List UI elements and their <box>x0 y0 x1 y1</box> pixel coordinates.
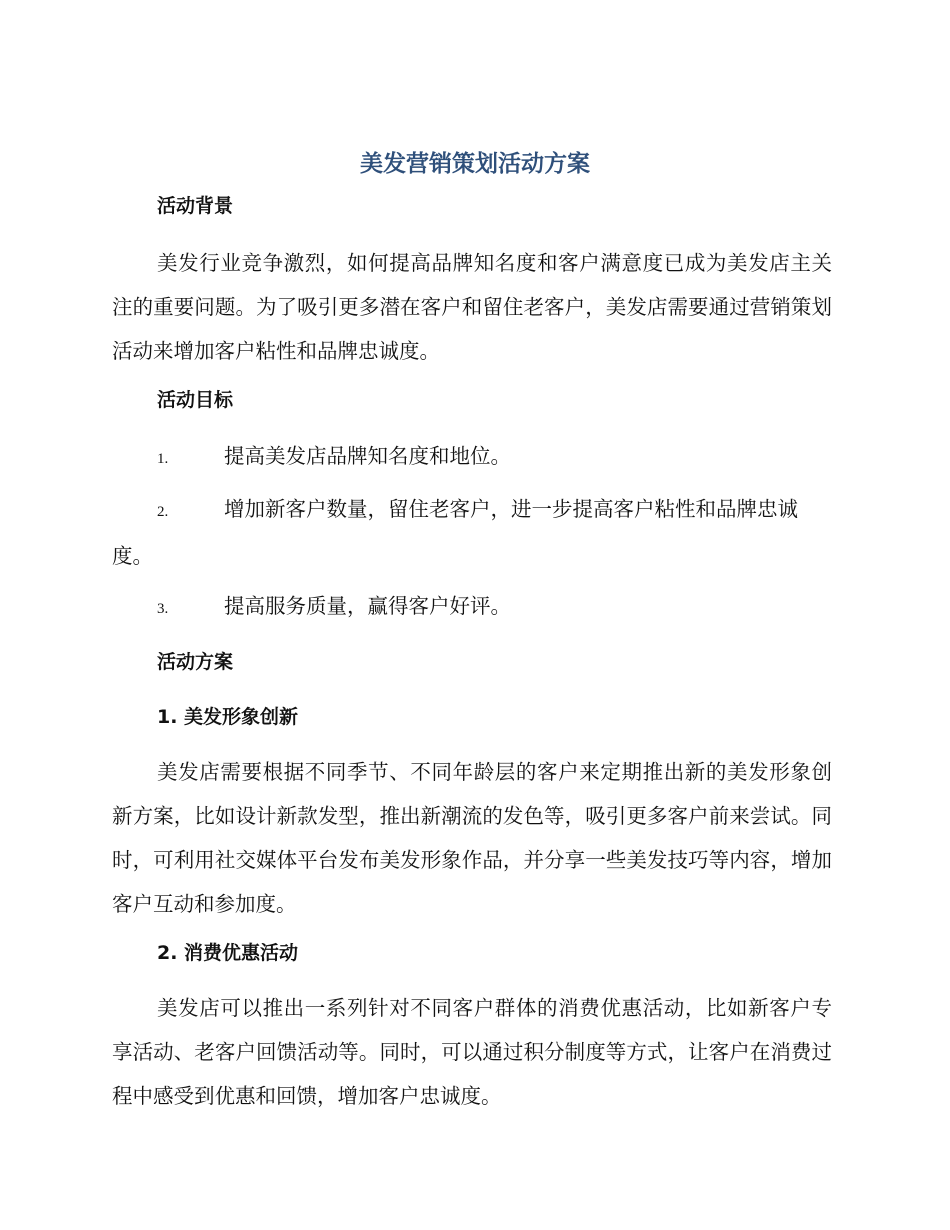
goal-item <box>112 487 832 578</box>
goal-number: 3. <box>157 601 169 617</box>
background-paragraph: 美发行业竞争激烈，如何提高品牌知名度和客户满意度已成为美发店主关注的重要问题。为了吸引更多潜在客户和留住老客户，美发店需要通过营销策划活动来增加客户粘性和品牌忠诚度。 <box>112 251 832 363</box>
subsection-heading-plan2: 2. 消费优惠活动 <box>157 942 299 964</box>
goal-text: 增加新客户数量，留住老客户，进一步提高客户粘性和品牌忠诚度。 <box>112 497 798 568</box>
document-title: 美发营销策划活动方案 <box>360 151 590 177</box>
goal-number: 2. <box>157 504 169 520</box>
subsection-heading-plan1: 1. 美发形象创新 <box>157 706 299 728</box>
goal-text: 提高服务质量，赢得客户好评。 <box>224 594 511 618</box>
section-heading-goals: 活动目标 <box>157 389 234 411</box>
goal-text: 提高美发店品牌知名度和地位。 <box>224 444 511 468</box>
goal-number: 1. <box>157 451 169 467</box>
section-heading-background: 活动背景 <box>157 195 234 217</box>
section-heading-plan: 活动方案 <box>157 651 234 673</box>
goal-item <box>112 584 832 631</box>
plan2-paragraph: 美发店可以推出一系列针对不同客户群体的消费优惠活动，比如新客户专享活动、老客户回馈活动等。同时，可以通过积分制度等方式，让客户在消费过程中感受到优惠和回馈，增加客户忠诚度。 <box>112 996 832 1108</box>
goal-item <box>112 434 832 481</box>
plan1-paragraph: 美发店需要根据不同季节、不同年龄层的客户来定期推出新的美发形象创新方案，比如设计新款发型，推出新潮流的发色等，吸引更多客户前来尝试。同时，可利用社交媒体平台发布美发形象作品，并分享一些美发技巧等内容，增加客户互动和参加度。 <box>112 760 832 916</box>
